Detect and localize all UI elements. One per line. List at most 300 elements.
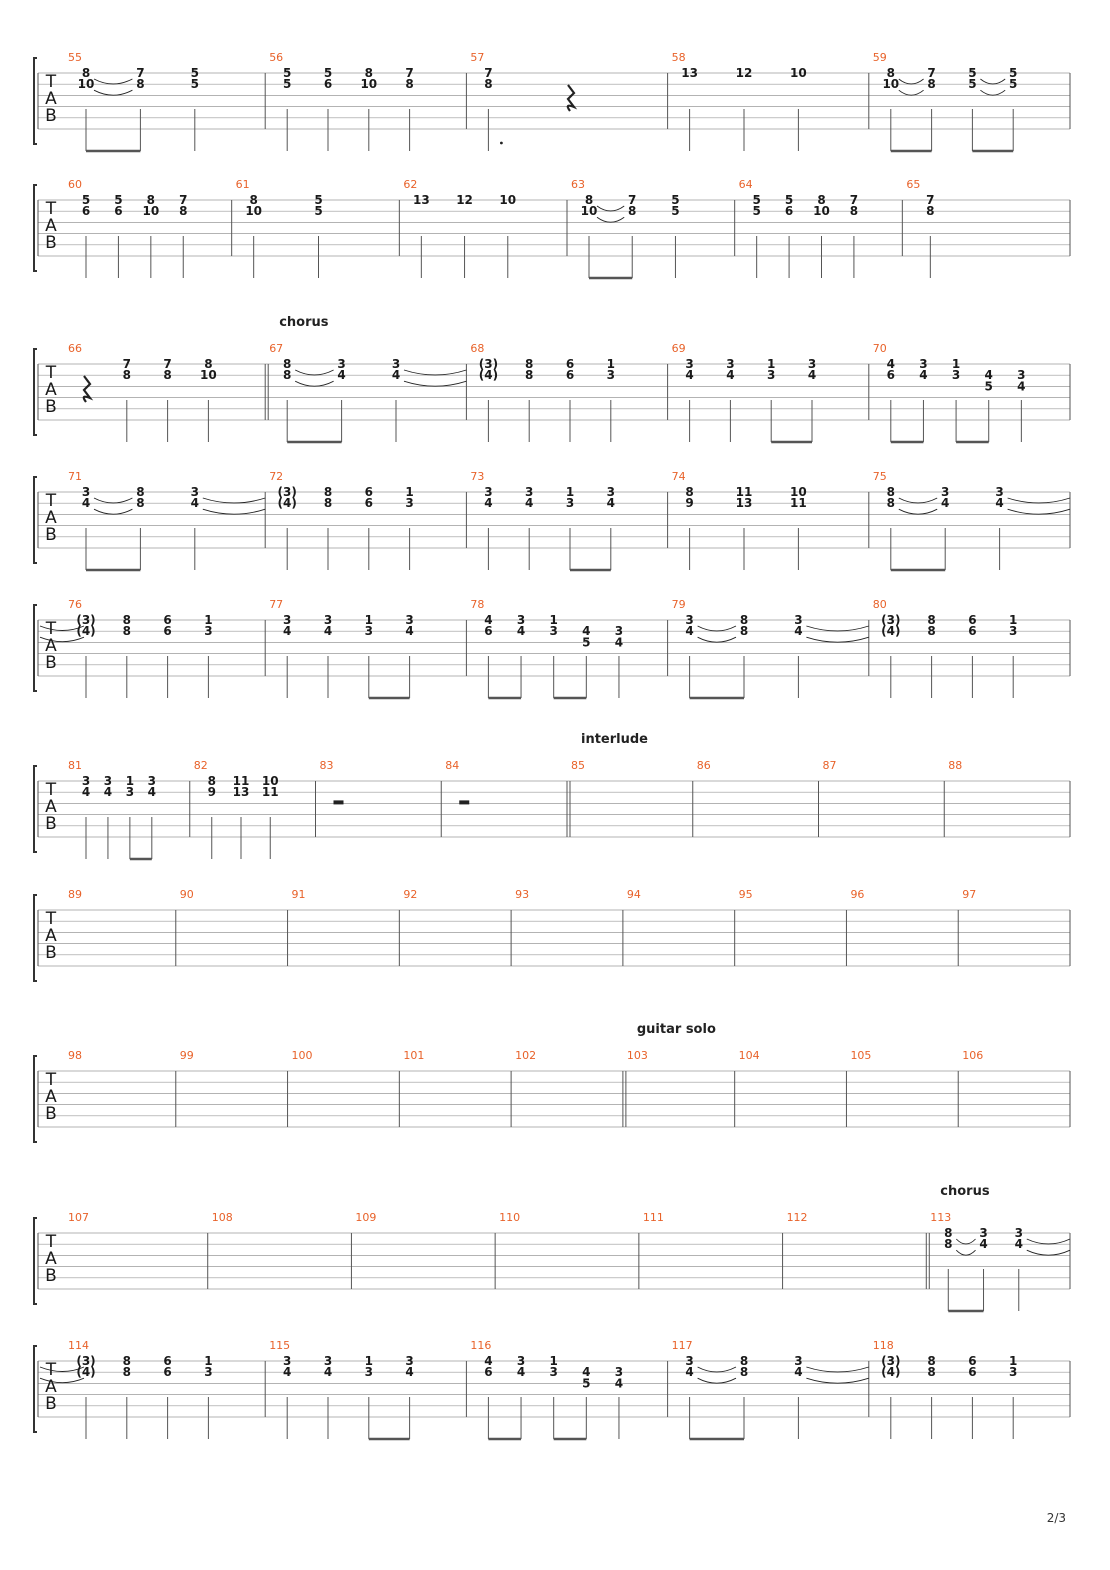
measure [269, 342, 466, 442]
measure [873, 598, 1070, 698]
fret-number: 4 [794, 1365, 803, 1380]
fret-number: 6 [81, 204, 91, 219]
fret-number: 4 [919, 368, 928, 383]
fret-number: 4 [147, 785, 156, 800]
fret-number: 8 [249, 193, 258, 207]
tie-arc [698, 626, 736, 631]
fret-number: 3 [204, 624, 213, 639]
measure-number: 83 [319, 759, 334, 772]
fret-number: 6 [565, 357, 575, 371]
fret-number: (3) [76, 1354, 96, 1368]
fret-number: 3 [614, 624, 624, 639]
fret-number: 4 [685, 368, 694, 383]
fret-number: 4 [323, 1365, 333, 1380]
measure [292, 888, 400, 966]
fret-number: 4 [337, 368, 346, 383]
fret-number: 4 [405, 1365, 414, 1380]
fret-number: 9 [685, 496, 694, 511]
fret-number: 3 [1009, 624, 1018, 639]
measure [930, 1211, 1070, 1311]
measure-number: 78 [470, 598, 485, 611]
tab-clef-letter: B [45, 1104, 57, 1124]
fret-number: 8 [323, 496, 333, 511]
tab-system [34, 1184, 1070, 1311]
fret-number: 1 [1009, 1354, 1018, 1368]
measure [212, 1211, 352, 1289]
measure-number: 77 [269, 598, 284, 611]
measure-number: 89 [68, 888, 82, 901]
measure [739, 1049, 847, 1127]
tie-arc [94, 498, 132, 503]
tab-system [34, 1022, 1070, 1142]
tie-arc [806, 626, 868, 631]
fret-number: 10 [790, 66, 807, 80]
fret-number: 8 [484, 77, 493, 92]
fret-number: 8 [628, 204, 637, 219]
fret-number: 3 [919, 357, 928, 371]
measure [68, 1049, 176, 1127]
fret-number: 4 [1014, 1237, 1023, 1252]
tie-arc [899, 498, 937, 503]
measure-number: 93 [515, 888, 530, 901]
fret-number: 4 [614, 1376, 624, 1391]
fret-number: 8 [739, 624, 749, 639]
fret-number: 8 [122, 624, 131, 639]
tab-clef-letter: B [45, 1266, 57, 1286]
measure [236, 178, 400, 278]
measure-number: 63 [571, 178, 585, 191]
fret-number: 11 [261, 785, 279, 800]
fret-number: 7 [163, 357, 172, 371]
fret-number: 5 [81, 193, 91, 207]
measure-number: 106 [962, 1049, 984, 1062]
measure-number: 98 [68, 1049, 82, 1062]
fret-number: 5 [1009, 66, 1018, 80]
fret-number: 6 [968, 1354, 977, 1368]
fret-number: 7 [484, 66, 493, 80]
fret-number: 5 [114, 193, 123, 207]
fret-number: 6 [968, 1365, 977, 1380]
measure-number: 95 [738, 888, 753, 901]
fret-number: 8 [525, 368, 534, 383]
fret-number: 3 [364, 1365, 373, 1380]
fret-number: 3 [1014, 1226, 1023, 1240]
fret-number: 4 [484, 1354, 493, 1368]
fret-number: 6 [364, 485, 373, 499]
fret-number: 3 [405, 1354, 414, 1368]
tie-arc [698, 637, 736, 642]
measure [68, 342, 268, 442]
tab-clef-letter: T [45, 780, 57, 800]
measure-number: 114 [68, 1339, 89, 1352]
measure-number: 81 [68, 759, 82, 772]
fret-number: 3 [516, 613, 526, 627]
tie-arc [295, 381, 333, 386]
tie-arc [1027, 1250, 1070, 1255]
tie-arc [899, 90, 924, 95]
measure [40, 598, 265, 698]
fret-number: 4 [525, 496, 534, 511]
measure [823, 759, 945, 837]
tab-clef-letter: T [45, 1070, 57, 1090]
fret-number: 8 [122, 1365, 131, 1380]
measure-number: 59 [872, 51, 887, 64]
measure-number: 57 [470, 51, 485, 64]
measure [320, 759, 442, 837]
fret-number: (4) [881, 1365, 901, 1380]
measure-number: 72 [269, 470, 284, 483]
tab-clef-letter: A [45, 636, 57, 656]
tab-clef-letter: B [45, 397, 57, 417]
fret-number: 6 [163, 613, 172, 627]
measure-number: 101 [403, 1049, 425, 1062]
tie-arc [94, 90, 132, 95]
fret-number: 4 [606, 496, 615, 511]
measure-number: 86 [696, 759, 711, 772]
fret-number: 3 [726, 357, 735, 371]
fret-number: 3 [283, 1354, 292, 1368]
measure-number: 108 [211, 1211, 233, 1224]
measure [672, 1339, 869, 1439]
fret-number: 6 [114, 204, 123, 219]
fret-number: 3 [565, 496, 575, 511]
measure [906, 178, 1070, 278]
measure [470, 51, 667, 151]
tie-arc [806, 1378, 868, 1383]
system-bracket [34, 895, 37, 981]
fret-number: 8 [525, 357, 534, 371]
section-label: chorus [940, 1184, 990, 1199]
fret-number: 5 [968, 66, 977, 80]
fret-number: 8 [323, 485, 333, 499]
fret-number: 5 [752, 204, 761, 219]
measure-number: 67 [269, 342, 284, 355]
fret-number: 5 [323, 66, 333, 80]
measure [269, 51, 466, 151]
fret-number: 3 [549, 1365, 558, 1380]
tie-arc [597, 217, 624, 222]
measure [787, 1211, 930, 1289]
tab-clef-letter: B [45, 943, 57, 963]
measure [445, 759, 570, 837]
fret-number: (4) [881, 624, 901, 639]
fret-number: 8 [927, 613, 936, 627]
measure [873, 1339, 1070, 1439]
fret-number: 3 [337, 357, 346, 371]
fret-number: 5 [784, 193, 794, 207]
section-label: chorus [279, 315, 329, 330]
fret-number: 5 [671, 193, 680, 207]
fret-number: 4 [103, 785, 113, 800]
fret-number: 8 [122, 1354, 131, 1368]
fret-number: 3 [1009, 1365, 1018, 1380]
fret-number: 10 [882, 77, 900, 92]
fret-number: 4 [886, 357, 895, 371]
fret-number: 9 [207, 785, 216, 800]
measure-number: 74 [671, 470, 686, 483]
quarter-rest [568, 85, 574, 111]
measure [571, 178, 735, 278]
fret-number: 8 [122, 368, 131, 383]
tab-clef-letter: T [45, 72, 57, 92]
section-label: guitar solo [636, 1022, 716, 1037]
fret-number: 4 [614, 635, 624, 650]
tab-clef-letter: B [45, 233, 57, 253]
fret-number: (3) [478, 357, 499, 371]
system-bracket [34, 349, 37, 435]
fret-number: 10 [580, 204, 598, 219]
measure [194, 759, 316, 859]
measure-number: 90 [179, 888, 194, 901]
fret-number: 3 [81, 774, 91, 788]
fret-number: 10 [360, 77, 378, 92]
fret-number: 8 [136, 77, 145, 92]
measure-number: 85 [571, 759, 585, 772]
fret-number: 3 [549, 624, 558, 639]
fret-number: 3 [685, 1354, 694, 1368]
tie-arc [806, 1367, 868, 1372]
page-number: 2/3 [1046, 1511, 1066, 1525]
tab-clef-letter: A [45, 89, 57, 109]
measure [627, 888, 735, 966]
measure [292, 1049, 400, 1127]
measure [739, 178, 903, 278]
fret-number: 4 [726, 368, 735, 383]
tab-clef-letter: T [45, 363, 57, 383]
measure-number: 80 [872, 598, 887, 611]
fret-number: 8 [927, 1365, 936, 1380]
measure [515, 888, 623, 966]
measure-number: 118 [872, 1339, 894, 1352]
fret-number: 12 [735, 66, 753, 80]
fret-number: (3) [277, 485, 297, 499]
fret-number: 6 [364, 496, 373, 511]
fret-number: 10 [790, 485, 807, 499]
system-bracket [34, 185, 37, 271]
fret-number: 8 [739, 1365, 749, 1380]
fret-number: 8 [146, 193, 156, 207]
fret-number: 1 [549, 1354, 558, 1368]
measure [355, 1211, 495, 1289]
fret-number: 8 [405, 77, 414, 92]
fret-number: 10 [813, 204, 830, 219]
fret-number: 6 [163, 1365, 172, 1380]
fret-number: 4 [516, 624, 526, 639]
tie-arc [899, 79, 924, 84]
fret-number: 6 [163, 624, 172, 639]
fret-number: 4 [190, 496, 199, 511]
measure [180, 888, 288, 966]
fret-number: 3 [81, 485, 91, 499]
fret-number: 8 [886, 66, 895, 80]
tie-arc [698, 1378, 736, 1383]
half-rest [334, 800, 344, 804]
fret-number: 7 [405, 66, 414, 80]
measure-number: 66 [68, 342, 82, 355]
system-bracket [34, 477, 37, 563]
measure-number: 97 [962, 888, 977, 901]
fret-number: 5 [671, 204, 680, 219]
measure [40, 1339, 265, 1439]
fret-number: 8 [283, 368, 292, 383]
fret-number: 4 [323, 624, 333, 639]
measure-number: 107 [68, 1211, 89, 1224]
measure [269, 1339, 466, 1439]
measure-number: 56 [269, 51, 284, 64]
tie-arc [806, 637, 868, 642]
measure [470, 470, 667, 570]
measure [515, 1049, 626, 1127]
fret-number: 3 [807, 357, 817, 371]
fret-number: 8 [136, 496, 145, 511]
measure [850, 1049, 958, 1127]
measure [470, 598, 667, 698]
fret-number: 10 [200, 368, 217, 383]
measure [403, 1049, 511, 1127]
tab-system [34, 888, 1070, 981]
tab-clef-letter: T [45, 1360, 57, 1380]
measure-number: 112 [786, 1211, 808, 1224]
fret-number: 1 [951, 357, 961, 371]
system-bracket [34, 58, 37, 144]
fret-number: 1 [204, 1354, 213, 1368]
tab-clef-letter: T [45, 619, 57, 639]
half-rest [459, 800, 469, 804]
measure-number: 105 [850, 1049, 872, 1062]
tab-clef-letter: T [45, 909, 57, 929]
measure [499, 1211, 639, 1289]
fret-number: 4 [484, 496, 493, 511]
fret-number: 4 [81, 785, 91, 800]
fret-number: 7 [927, 66, 936, 80]
fret-number: 11 [232, 774, 250, 788]
measure-number: 69 [671, 342, 686, 355]
fret-number: 8 [179, 204, 188, 219]
measure [68, 51, 265, 151]
measure-number: 87 [822, 759, 837, 772]
fret-number: 3 [484, 485, 493, 499]
fret-number: 6 [484, 1365, 493, 1380]
fret-number: 8 [886, 496, 895, 511]
fret-number: 10 [499, 193, 517, 207]
measure-number: 79 [671, 598, 686, 611]
fret-number: 5 [190, 66, 199, 80]
measure-number: 104 [738, 1049, 760, 1062]
fret-number: 3 [190, 485, 199, 499]
measure-number: 92 [403, 888, 418, 901]
measure [68, 470, 265, 570]
fret-number: (4) [277, 496, 297, 511]
fret-number: 8 [81, 66, 91, 80]
fret-number: 8 [163, 368, 172, 383]
tab-clef-letter: B [45, 653, 57, 673]
fret-number: 3 [951, 368, 961, 383]
measure [672, 342, 869, 442]
fret-number: 6 [565, 368, 575, 383]
fret-number: 10 [245, 204, 263, 219]
fret-number: 4 [685, 624, 694, 639]
measure-number: 113 [930, 1211, 952, 1224]
fret-number: (4) [76, 1365, 96, 1380]
fret-number: 6 [968, 613, 977, 627]
fret-number: 8 [136, 485, 145, 499]
tie-arc [980, 79, 1005, 84]
measure-number: 94 [626, 888, 641, 901]
fret-number: 13 [412, 193, 430, 207]
measure-number: 115 [269, 1339, 291, 1352]
measure-number: 88 [948, 759, 963, 772]
tab-clef-letter: A [45, 926, 57, 946]
measure-number: 76 [68, 598, 82, 611]
measure [873, 470, 1070, 570]
fret-number: 7 [926, 193, 935, 207]
fret-number: 4 [794, 624, 803, 639]
measure-number: 70 [872, 342, 887, 355]
fret-number: 1 [204, 613, 213, 627]
fret-number: 6 [323, 77, 333, 92]
tab-system [34, 1339, 1070, 1439]
fret-number: 8 [685, 485, 694, 499]
tab-clef-letter: B [45, 106, 57, 126]
measure [643, 1211, 783, 1289]
measure [962, 888, 1070, 966]
fret-number: 8 [584, 193, 594, 207]
fret-number: (4) [478, 368, 499, 383]
fret-number: 4 [685, 1365, 694, 1380]
fret-number: 4 [283, 624, 292, 639]
fret-number: 3 [516, 1354, 526, 1368]
measure [403, 178, 567, 278]
measure [269, 470, 466, 570]
fret-number: (3) [881, 613, 901, 627]
fret-number: 8 [944, 1237, 953, 1252]
measure [68, 1211, 208, 1289]
fret-number: 8 [927, 77, 936, 92]
fret-number: 5 [984, 379, 993, 394]
fret-number: 5 [314, 193, 323, 207]
fret-number: 3 [606, 485, 615, 499]
measure-number: 91 [291, 888, 306, 901]
measure-number: 102 [515, 1049, 537, 1062]
fret-number: 4 [941, 496, 950, 511]
fret-number: 5 [582, 635, 591, 650]
measure [403, 888, 511, 966]
system-bracket [34, 1346, 37, 1432]
fret-number: 4 [405, 624, 414, 639]
fret-number: 8 [849, 204, 859, 219]
system-bracket [34, 766, 37, 852]
fret-number: 5 [1009, 77, 1018, 92]
measure [470, 342, 667, 442]
fret-number: 7 [628, 193, 637, 207]
measure [68, 888, 176, 966]
fret-number: 1 [364, 613, 373, 627]
fret-number: 3 [103, 774, 113, 788]
fret-number: 1 [364, 1354, 373, 1368]
fret-number: 5 [283, 77, 292, 92]
measure [68, 759, 190, 859]
measure [873, 51, 1070, 151]
measure [571, 759, 693, 837]
fret-number: 5 [752, 193, 761, 207]
fret-number: 3 [941, 485, 950, 499]
tab-clef-letter: A [45, 216, 57, 236]
measure-number: 82 [193, 759, 208, 772]
fret-number: 6 [886, 368, 895, 383]
fret-number: 3 [794, 613, 803, 627]
tab-clef-letter: A [45, 380, 57, 400]
system-bracket [34, 1218, 37, 1304]
